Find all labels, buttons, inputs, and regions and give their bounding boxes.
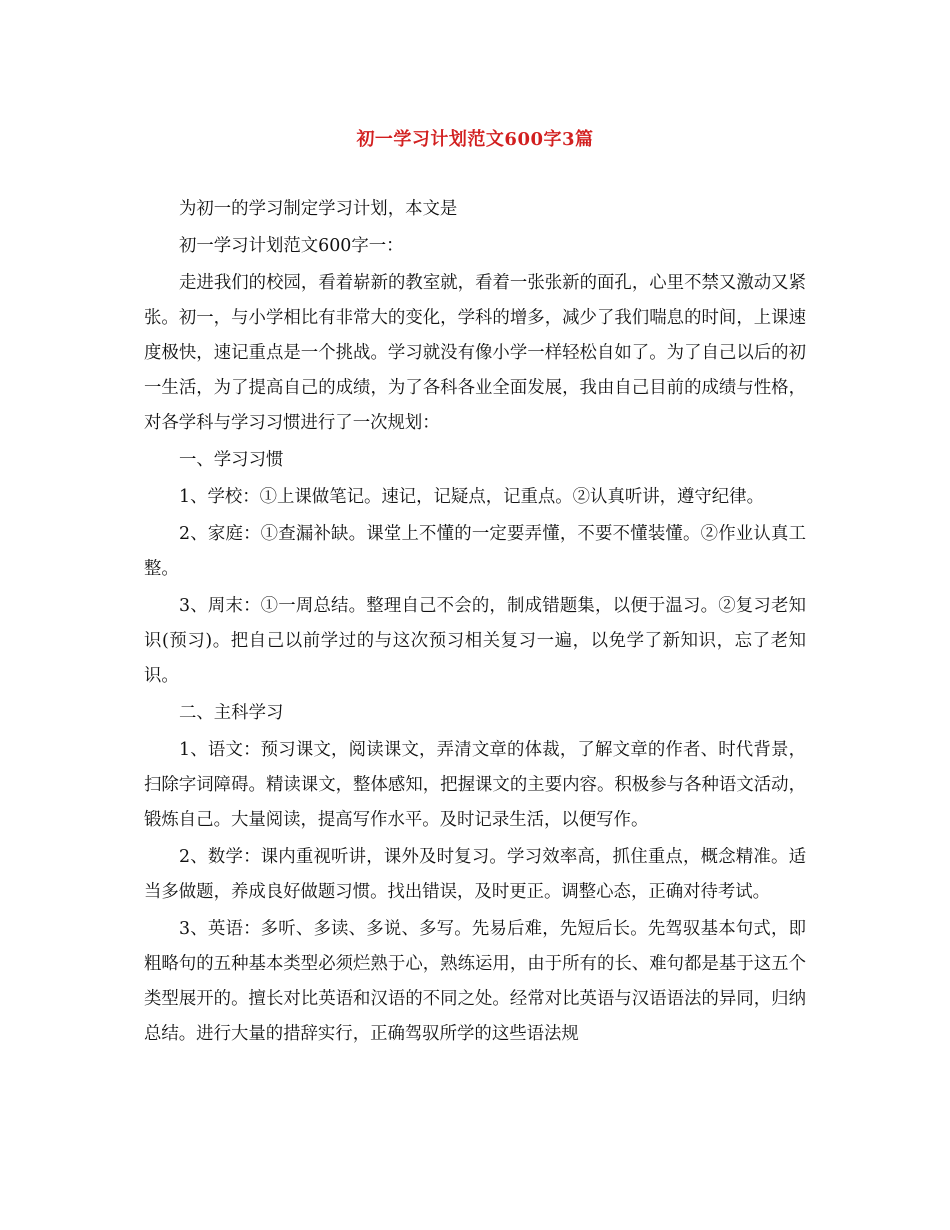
paragraph-weekend: 3、周末：①一周总结。整理自己不会的，制成错题集，以便于温习。②复习老知识(预习)。把自己以前学过的与这次预习相关复习一遍，以免学了新知识，忘了老知识。 bbox=[144, 596, 806, 686]
paragraph-chinese: 1、语文：预习课文，阅读课文，弄清文章的体裁，了解文章的作者、时代背景，扫除字词障碍。精读课文，整体感知，把握课文的主要内容。积极参与各种语文活动，锻炼自己。大量阅读，提高写作水平。及时记录生活，以便写作。 bbox=[144, 740, 806, 830]
document-body bbox=[144, 192, 806, 1054]
paragraph-heading-essay-one: 初一学习计划范文600字一： bbox=[179, 236, 404, 256]
paragraph-school: 1、学校：①上课做笔记。速记，记疑点，记重点。②认真听讲，遵守纪律。 bbox=[179, 487, 764, 507]
paragraph-home: 2、家庭：①查漏补缺。课堂上不懂的一定要弄懂，不要不懂装懂。②作业认真工整。 bbox=[144, 524, 806, 579]
paragraph-intro: 为初一的学习制定学习计划，本文是 bbox=[179, 199, 458, 219]
section-heading-main-subjects: 二、主科学习 bbox=[179, 703, 284, 723]
section-heading-study-habits: 一、学习习惯 bbox=[179, 450, 284, 470]
paragraph-math: 2、数学：课内重视听讲，课外及时复习。学习效率高，抓住重点，概念精准。适当多做题，养成良好做题习惯。找出错误，及时更正。调整心态，正确对待考试。 bbox=[144, 847, 806, 902]
document-title: 初一学习计划范文600字3篇 bbox=[356, 129, 594, 150]
paragraph-opening: 走进我们的校园，看着崭新的教室就，看着一张张新的面孔，心里不禁又激动又紧张。初一，与小学相比有非常大的变化，学科的增多，减少了我们喘息的时间，上课速度极快，速记重点是一个挑战。学习就没有像小学一样轻松自如了。为了自己以后的初一生活，为了提高自己的成绩，为了各科各业全面发展，我由自己目前的成绩与性格，对各学科与学习习惯进行了一次规划： bbox=[144, 273, 806, 433]
paragraph-english: 3、英语：多听、多读、多说、多写。先易后难，先短后长。先驾驭基本句式，即粗略句的五种基本类型必须烂熟于心，熟练运用，由于所有的长、难句都是基于这五个类型展开的。擅长对比英语和汉语的不同之处。经常对比英语与汉语语法的异同，归纳总结。进行大量的措辞实行，正确驾驭所学的这些语法规 bbox=[144, 919, 806, 1044]
